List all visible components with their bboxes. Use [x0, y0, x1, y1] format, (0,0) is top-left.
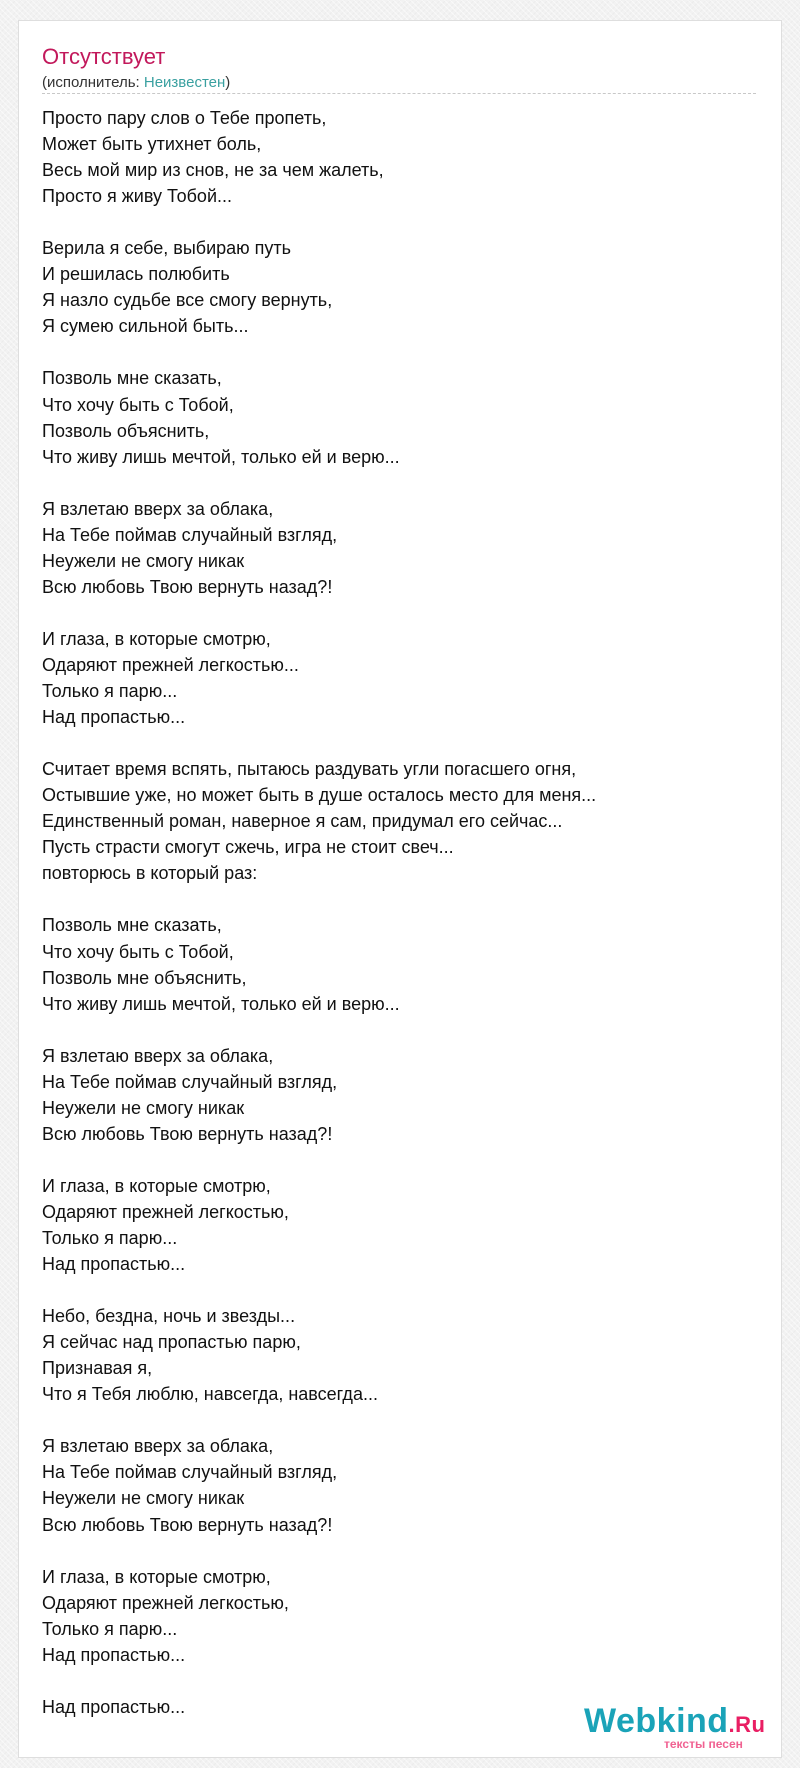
lyrics-stanza — [42, 235, 772, 339]
song-title: Отсутствует — [42, 44, 166, 69]
lyric-line: Пусть страсти смогут сжечь, игра не стоит свеч... — [42, 837, 454, 858]
lyric-line: На Тебе поймав случайный взгляд, — [42, 1071, 338, 1092]
lyric-line: И глаза, в которые смотрю, — [42, 628, 271, 649]
lyric-line: Над пропастью... — [42, 1254, 186, 1275]
lyrics-stanza — [42, 1043, 772, 1147]
lyric-line: Единственный роман, наверное я сам, придумал его сейчас... — [42, 811, 563, 832]
lyric-line: Только я парю... — [42, 1228, 178, 1249]
lyric-line: И глаза, в которые смотрю, — [42, 1566, 271, 1587]
webkind-logo[interactable] — [584, 1702, 779, 1752]
lyrics-text — [42, 105, 772, 1746]
lyric-line: Я назло судьбе все смогу вернуть, — [42, 290, 333, 311]
lyric-line: Просто пару слов о Тебе пропеть, — [42, 108, 327, 128]
lyric-line: Позволь мне объяснить, — [42, 967, 247, 988]
lyrics-stanza — [42, 1303, 772, 1407]
artist-link[interactable]: Неизвестен — [143, 74, 226, 91]
lyric-line: Неужели не смогу никак — [42, 550, 245, 571]
lyric-line: Что хочу быть с Тобой, — [42, 941, 234, 962]
lyric-line: Весь мой мир из снов, не за чем жалеть, — [42, 160, 384, 181]
lyric-line: Считает время вспять, пытаюсь раздувать угли погасшего огня, — [42, 759, 577, 780]
lyric-line: Может быть утихнет боль, — [42, 134, 262, 155]
lyric-line: На Тебе поймав случайный взгляд, — [42, 1462, 338, 1483]
lyric-line: повторюсь в который раз: — [42, 863, 258, 884]
lyrics-stanza — [42, 626, 772, 730]
lyrics-stanza — [42, 496, 772, 600]
lyrics-stanza — [42, 1173, 772, 1277]
lyric-line: Позволь объяснить, — [42, 420, 210, 441]
lyric-line: И глаза, в которые смотрю, — [42, 1175, 271, 1196]
lyric-line: Позволь мне сказать, — [42, 915, 222, 936]
logo-domain: .Ru — [728, 1712, 766, 1737]
lyric-line: Одаряют прежней легкостью, — [42, 1201, 289, 1222]
lyric-line: На Тебе поймав случайный взгляд, — [42, 524, 338, 545]
lyric-line: Что хочу быть с Тобой, — [42, 394, 234, 415]
lyric-line: Только я парю... — [42, 681, 178, 702]
lyrics-stanza — [42, 912, 772, 1016]
lyric-line: Я сумею сильной быть... — [42, 316, 249, 337]
logo-brand: Webkind — [584, 1702, 729, 1740]
lyrics-stanza — [42, 365, 772, 469]
lyric-line: Неужели не смогу никак — [42, 1488, 245, 1509]
lyric-line: Просто я живу Тобой... — [42, 186, 233, 207]
artist-line — [42, 73, 230, 93]
lyric-line: И решилась полюбить — [42, 264, 230, 285]
artist-prefix: (исполнитель: — [42, 74, 144, 91]
lyric-line: Я взлетаю вверх за облака, — [42, 498, 274, 519]
logo-tagline: тексты песен — [664, 1737, 743, 1751]
lyrics-stanza — [42, 756, 772, 886]
lyrics-stanza — [42, 1433, 772, 1537]
lyric-line: Над пропастью... — [42, 1644, 186, 1665]
lyric-line: Неужели не смогу никак — [42, 1097, 245, 1118]
lyric-line: Над пропастью... — [42, 707, 186, 728]
lyric-line: Одаряют прежней легкостью... — [42, 654, 299, 675]
lyric-line: Только я парю... — [42, 1618, 178, 1639]
lyric-line: Что живу лишь мечтой, только ей и верю... — [42, 446, 400, 467]
lyric-line: Позволь мне сказать, — [42, 368, 222, 389]
lyric-line: Что живу лишь мечтой, только ей и верю... — [42, 993, 400, 1014]
lyric-line: Всю любовь Твою вернуть назад?! — [42, 1123, 333, 1144]
lyrics-stanza — [42, 105, 772, 209]
lyrics-card — [18, 20, 782, 1758]
lyric-line: Я сейчас над пропастью парю, — [42, 1332, 301, 1353]
lyric-line: Одаряют прежней легкостью, — [42, 1592, 289, 1613]
lyric-line: Что я Тебя люблю, навсегда, навсегда... — [42, 1384, 378, 1405]
lyric-line: Всю любовь Твою вернуть назад?! — [42, 1514, 333, 1535]
lyric-line: Я взлетаю вверх за облака, — [42, 1045, 274, 1066]
lyric-line: Небо, бездна, ночь и звезды... — [42, 1306, 296, 1327]
lyric-line: Над пропастью... — [42, 1696, 186, 1717]
title-divider — [42, 93, 756, 94]
lyric-line: Признавая я, — [42, 1358, 153, 1379]
lyric-line: Я взлетаю вверх за облака, — [42, 1436, 274, 1457]
lyric-line: Остывшие уже, но может быть в душе осталось место для меня... — [42, 785, 597, 806]
lyric-line: Всю любовь Твою вернуть назад?! — [42, 576, 333, 597]
lyric-line: Верила я себе, выбираю путь — [42, 238, 292, 259]
lyrics-stanza — [42, 1564, 772, 1668]
artist-suffix: ) — [225, 74, 231, 91]
